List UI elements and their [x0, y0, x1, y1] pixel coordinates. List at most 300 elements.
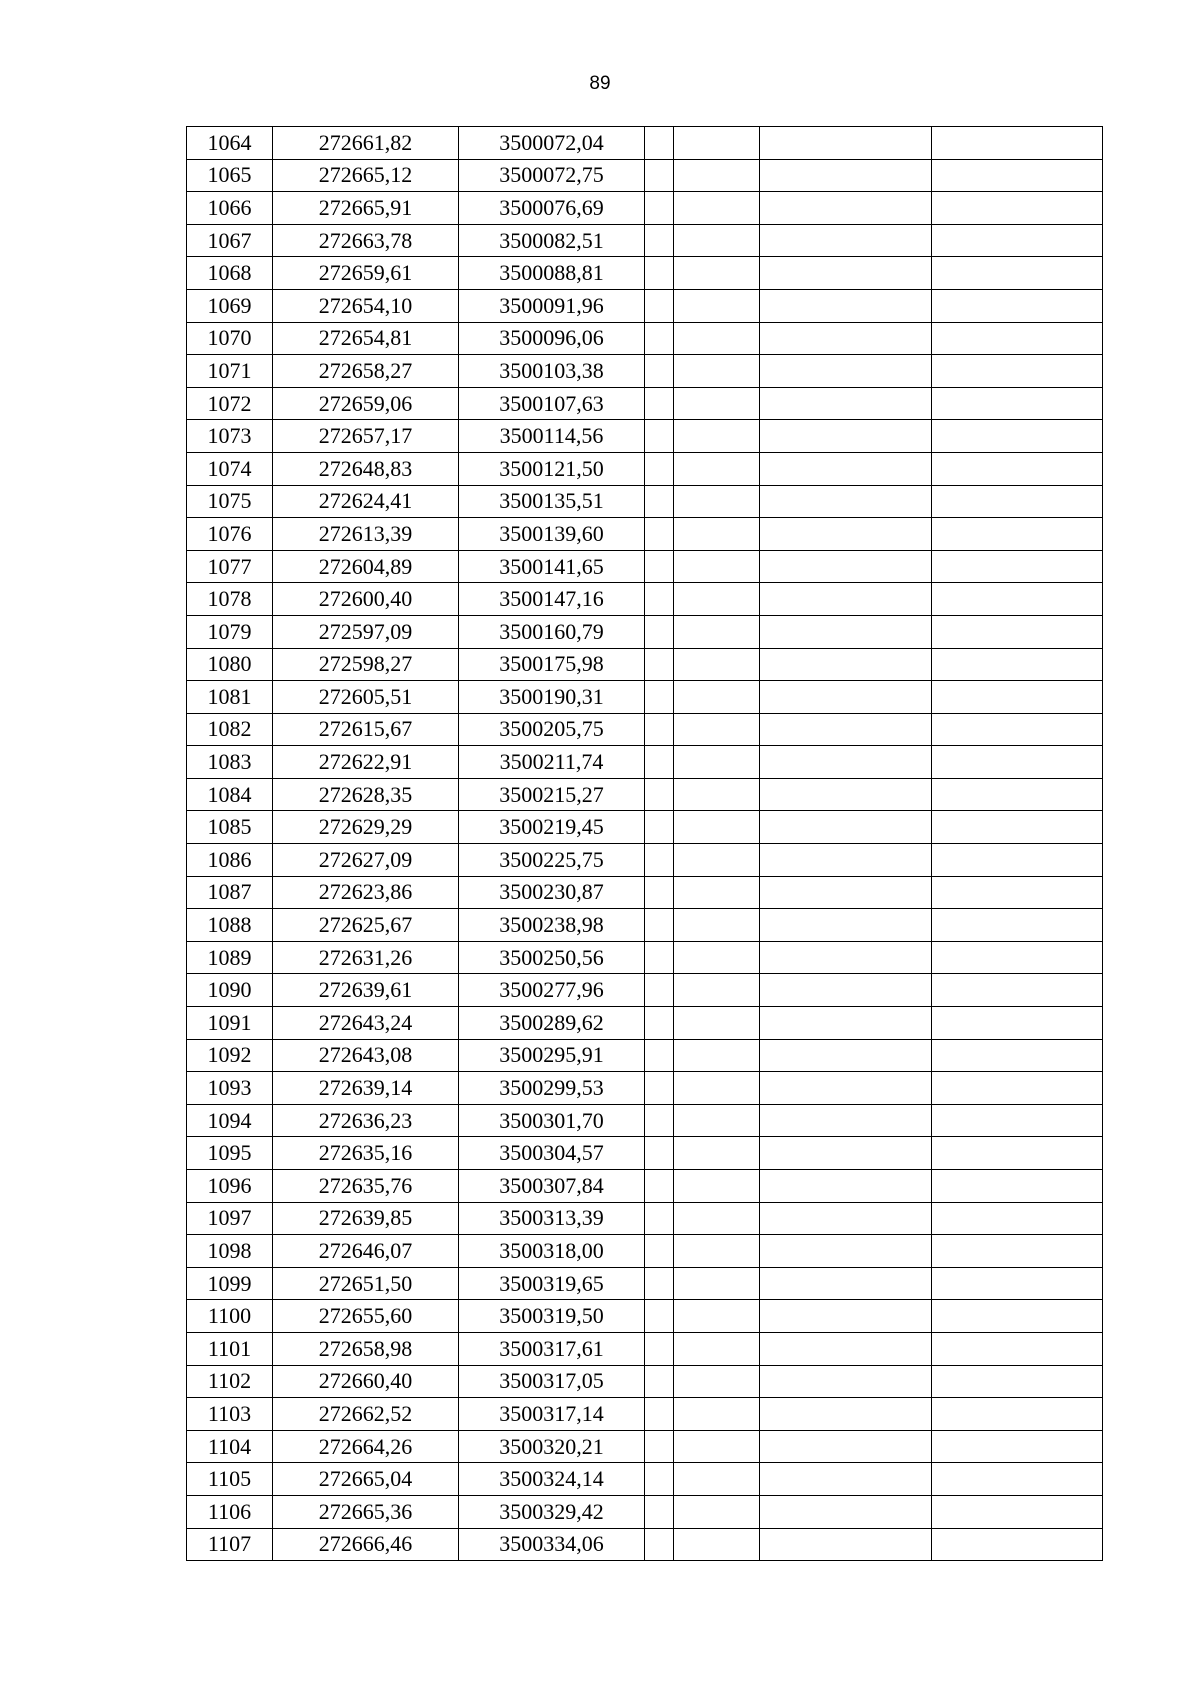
extra-cell-2	[674, 1202, 760, 1235]
extra-cell-2	[674, 224, 760, 257]
point-number-cell: 1077	[187, 550, 273, 583]
table-row	[187, 615, 1103, 648]
extra-cell-1	[645, 583, 674, 616]
y-coordinate-cell: 3500313,39	[459, 1202, 645, 1235]
point-number-cell: 1092	[187, 1039, 273, 1072]
extra-cell-1	[645, 420, 674, 453]
extra-cell-2	[674, 550, 760, 583]
point-number-cell: 1103	[187, 1398, 273, 1431]
point-number-cell: 1102	[187, 1365, 273, 1398]
extra-cell-3	[760, 192, 932, 225]
x-coordinate-cell: 272639,85	[273, 1202, 459, 1235]
point-number-cell: 1075	[187, 485, 273, 518]
y-coordinate-cell: 3500230,87	[459, 876, 645, 909]
table-row	[187, 844, 1103, 877]
y-coordinate-cell: 3500135,51	[459, 485, 645, 518]
extra-cell-1	[645, 322, 674, 355]
x-coordinate-cell: 272665,91	[273, 192, 459, 225]
extra-cell-2	[674, 1235, 760, 1268]
extra-cell-3	[760, 355, 932, 388]
extra-cell-3	[760, 159, 932, 192]
y-coordinate-cell: 3500082,51	[459, 224, 645, 257]
y-coordinate-cell: 3500139,60	[459, 518, 645, 551]
extra-cell-4	[932, 1300, 1103, 1333]
y-coordinate-cell: 3500289,62	[459, 1007, 645, 1040]
x-coordinate-cell: 272635,76	[273, 1170, 459, 1203]
extra-cell-3	[760, 1039, 932, 1072]
extra-cell-1	[645, 1137, 674, 1170]
extra-cell-4	[932, 941, 1103, 974]
extra-cell-3	[760, 811, 932, 844]
table-row	[187, 192, 1103, 225]
table-row	[187, 355, 1103, 388]
y-coordinate-cell: 3500319,50	[459, 1300, 645, 1333]
coordinates-table-body	[187, 127, 1103, 1561]
extra-cell-4	[932, 1332, 1103, 1365]
x-coordinate-cell: 272655,60	[273, 1300, 459, 1333]
table-row	[187, 1332, 1103, 1365]
point-number-cell: 1074	[187, 452, 273, 485]
extra-cell-1	[645, 1007, 674, 1040]
extra-cell-3	[760, 909, 932, 942]
x-coordinate-cell: 272663,78	[273, 224, 459, 257]
table-row	[187, 941, 1103, 974]
extra-cell-2	[674, 909, 760, 942]
extra-cell-2	[674, 1170, 760, 1203]
y-coordinate-cell: 3500299,53	[459, 1072, 645, 1105]
extra-cell-4	[932, 1495, 1103, 1528]
extra-cell-4	[932, 1170, 1103, 1203]
extra-cell-4	[932, 681, 1103, 714]
y-coordinate-cell: 3500301,70	[459, 1104, 645, 1137]
extra-cell-4	[932, 224, 1103, 257]
point-number-cell: 1073	[187, 420, 273, 453]
extra-cell-4	[932, 1398, 1103, 1431]
point-number-cell: 1088	[187, 909, 273, 942]
extra-cell-3	[760, 127, 932, 160]
table-row	[187, 387, 1103, 420]
extra-cell-4	[932, 257, 1103, 290]
extra-cell-2	[674, 778, 760, 811]
extra-cell-1	[645, 876, 674, 909]
coordinates-table	[186, 126, 1103, 1561]
extra-cell-3	[760, 224, 932, 257]
point-number-cell: 1096	[187, 1170, 273, 1203]
table-row	[187, 1463, 1103, 1496]
table-row	[187, 713, 1103, 746]
extra-cell-2	[674, 1495, 760, 1528]
point-number-cell: 1084	[187, 778, 273, 811]
point-number-cell: 1107	[187, 1528, 273, 1561]
point-number-cell: 1083	[187, 746, 273, 779]
y-coordinate-cell: 3500238,98	[459, 909, 645, 942]
point-number-cell: 1091	[187, 1007, 273, 1040]
table-row	[187, 1170, 1103, 1203]
x-coordinate-cell: 272605,51	[273, 681, 459, 714]
table-row	[187, 1365, 1103, 1398]
extra-cell-4	[932, 615, 1103, 648]
y-coordinate-cell: 3500317,05	[459, 1365, 645, 1398]
extra-cell-1	[645, 1072, 674, 1105]
point-number-cell: 1080	[187, 648, 273, 681]
table-row	[187, 289, 1103, 322]
extra-cell-3	[760, 550, 932, 583]
y-coordinate-cell: 3500103,38	[459, 355, 645, 388]
extra-cell-2	[674, 1072, 760, 1105]
extra-cell-1	[645, 941, 674, 974]
extra-cell-3	[760, 1235, 932, 1268]
x-coordinate-cell: 272627,09	[273, 844, 459, 877]
x-coordinate-cell: 272660,40	[273, 1365, 459, 1398]
x-coordinate-cell: 272636,23	[273, 1104, 459, 1137]
point-number-cell: 1071	[187, 355, 273, 388]
table-row	[187, 550, 1103, 583]
point-number-cell: 1094	[187, 1104, 273, 1137]
extra-cell-1	[645, 1300, 674, 1333]
table-row	[187, 1039, 1103, 1072]
extra-cell-3	[760, 1332, 932, 1365]
table-row	[187, 648, 1103, 681]
extra-cell-2	[674, 159, 760, 192]
y-coordinate-cell: 3500329,42	[459, 1495, 645, 1528]
point-number-cell: 1106	[187, 1495, 273, 1528]
extra-cell-4	[932, 583, 1103, 616]
extra-cell-3	[760, 1463, 932, 1496]
table-row	[187, 681, 1103, 714]
x-coordinate-cell: 272615,67	[273, 713, 459, 746]
extra-cell-3	[760, 778, 932, 811]
table-row	[187, 1235, 1103, 1268]
extra-cell-2	[674, 941, 760, 974]
extra-cell-3	[760, 289, 932, 322]
extra-cell-2	[674, 452, 760, 485]
point-number-cell: 1081	[187, 681, 273, 714]
extra-cell-3	[760, 1170, 932, 1203]
extra-cell-1	[645, 452, 674, 485]
x-coordinate-cell: 272659,06	[273, 387, 459, 420]
extra-cell-2	[674, 1137, 760, 1170]
extra-cell-1	[645, 648, 674, 681]
extra-cell-2	[674, 1267, 760, 1300]
extra-cell-1	[645, 1398, 674, 1431]
extra-cell-2	[674, 127, 760, 160]
extra-cell-3	[760, 844, 932, 877]
table-row	[187, 1007, 1103, 1040]
extra-cell-2	[674, 876, 760, 909]
table-row	[187, 1495, 1103, 1528]
table-row	[187, 746, 1103, 779]
table-row	[187, 974, 1103, 1007]
x-coordinate-cell: 272631,26	[273, 941, 459, 974]
extra-cell-2	[674, 192, 760, 225]
extra-cell-1	[645, 1104, 674, 1137]
x-coordinate-cell: 272624,41	[273, 485, 459, 518]
point-number-cell: 1068	[187, 257, 273, 290]
table-row	[187, 224, 1103, 257]
extra-cell-1	[645, 746, 674, 779]
extra-cell-1	[645, 974, 674, 1007]
point-number-cell: 1069	[187, 289, 273, 322]
extra-cell-2	[674, 844, 760, 877]
extra-cell-4	[932, 452, 1103, 485]
extra-cell-2	[674, 1104, 760, 1137]
extra-cell-4	[932, 1365, 1103, 1398]
y-coordinate-cell: 3500096,06	[459, 322, 645, 355]
x-coordinate-cell: 272661,82	[273, 127, 459, 160]
x-coordinate-cell: 272629,29	[273, 811, 459, 844]
extra-cell-4	[932, 1104, 1103, 1137]
extra-cell-1	[645, 713, 674, 746]
extra-cell-3	[760, 420, 932, 453]
point-number-cell: 1099	[187, 1267, 273, 1300]
extra-cell-4	[932, 1430, 1103, 1463]
point-number-cell: 1100	[187, 1300, 273, 1333]
point-number-cell: 1079	[187, 615, 273, 648]
extra-cell-1	[645, 1039, 674, 1072]
y-coordinate-cell: 3500215,27	[459, 778, 645, 811]
extra-cell-4	[932, 1235, 1103, 1268]
point-number-cell: 1070	[187, 322, 273, 355]
extra-cell-2	[674, 322, 760, 355]
extra-cell-3	[760, 1267, 932, 1300]
extra-cell-4	[932, 1267, 1103, 1300]
extra-cell-3	[760, 452, 932, 485]
x-coordinate-cell: 272654,10	[273, 289, 459, 322]
x-coordinate-cell: 272666,46	[273, 1528, 459, 1561]
extra-cell-2	[674, 518, 760, 551]
x-coordinate-cell: 272597,09	[273, 615, 459, 648]
extra-cell-1	[645, 844, 674, 877]
extra-cell-3	[760, 681, 932, 714]
y-coordinate-cell: 3500225,75	[459, 844, 645, 877]
extra-cell-4	[932, 1007, 1103, 1040]
y-coordinate-cell: 3500160,79	[459, 615, 645, 648]
extra-cell-3	[760, 257, 932, 290]
extra-cell-1	[645, 1170, 674, 1203]
x-coordinate-cell: 272628,35	[273, 778, 459, 811]
extra-cell-2	[674, 1398, 760, 1431]
x-coordinate-cell: 272643,08	[273, 1039, 459, 1072]
point-number-cell: 1066	[187, 192, 273, 225]
point-number-cell: 1085	[187, 811, 273, 844]
extra-cell-3	[760, 583, 932, 616]
x-coordinate-cell: 272651,50	[273, 1267, 459, 1300]
table-row	[187, 1528, 1103, 1561]
extra-cell-1	[645, 811, 674, 844]
point-number-cell: 1087	[187, 876, 273, 909]
extra-cell-4	[932, 550, 1103, 583]
extra-cell-3	[760, 322, 932, 355]
table-row	[187, 159, 1103, 192]
table-row	[187, 876, 1103, 909]
point-number-cell: 1082	[187, 713, 273, 746]
point-number-cell: 1093	[187, 1072, 273, 1105]
point-number-cell: 1090	[187, 974, 273, 1007]
x-coordinate-cell: 272658,98	[273, 1332, 459, 1365]
extra-cell-1	[645, 257, 674, 290]
extra-cell-2	[674, 1430, 760, 1463]
extra-cell-2	[674, 583, 760, 616]
x-coordinate-cell: 272657,17	[273, 420, 459, 453]
table-row	[187, 1267, 1103, 1300]
y-coordinate-cell: 3500250,56	[459, 941, 645, 974]
extra-cell-1	[645, 550, 674, 583]
extra-cell-3	[760, 746, 932, 779]
extra-cell-1	[645, 1430, 674, 1463]
extra-cell-1	[645, 1235, 674, 1268]
extra-cell-1	[645, 1202, 674, 1235]
extra-cell-3	[760, 1202, 932, 1235]
extra-cell-4	[932, 485, 1103, 518]
extra-cell-3	[760, 518, 932, 551]
point-number-cell: 1064	[187, 127, 273, 160]
extra-cell-1	[645, 1495, 674, 1528]
table-row	[187, 452, 1103, 485]
extra-cell-2	[674, 681, 760, 714]
page-number: 89	[589, 73, 611, 94]
extra-cell-1	[645, 518, 674, 551]
y-coordinate-cell: 3500307,84	[459, 1170, 645, 1203]
x-coordinate-cell: 272665,12	[273, 159, 459, 192]
extra-cell-1	[645, 387, 674, 420]
y-coordinate-cell: 3500320,21	[459, 1430, 645, 1463]
x-coordinate-cell: 272604,89	[273, 550, 459, 583]
table-row	[187, 518, 1103, 551]
extra-cell-2	[674, 974, 760, 1007]
extra-cell-3	[760, 485, 932, 518]
extra-cell-3	[760, 1104, 932, 1137]
x-coordinate-cell: 272658,27	[273, 355, 459, 388]
y-coordinate-cell: 3500219,45	[459, 811, 645, 844]
x-coordinate-cell: 272643,24	[273, 1007, 459, 1040]
extra-cell-4	[932, 192, 1103, 225]
table-row	[187, 909, 1103, 942]
extra-cell-3	[760, 1300, 932, 1333]
y-coordinate-cell: 3500317,61	[459, 1332, 645, 1365]
extra-cell-4	[932, 746, 1103, 779]
extra-cell-3	[760, 1495, 932, 1528]
extra-cell-4	[932, 1528, 1103, 1561]
table-row	[187, 420, 1103, 453]
extra-cell-1	[645, 615, 674, 648]
table-row	[187, 811, 1103, 844]
extra-cell-4	[932, 355, 1103, 388]
extra-cell-3	[760, 1398, 932, 1431]
x-coordinate-cell: 272625,67	[273, 909, 459, 942]
extra-cell-2	[674, 1365, 760, 1398]
table-row	[187, 127, 1103, 160]
extra-cell-2	[674, 1039, 760, 1072]
extra-cell-4	[932, 1072, 1103, 1105]
point-number-cell: 1086	[187, 844, 273, 877]
y-coordinate-cell: 3500088,81	[459, 257, 645, 290]
y-coordinate-cell: 3500317,14	[459, 1398, 645, 1431]
extra-cell-1	[645, 1365, 674, 1398]
extra-cell-3	[760, 387, 932, 420]
point-number-cell: 1089	[187, 941, 273, 974]
extra-cell-4	[932, 322, 1103, 355]
point-number-cell: 1097	[187, 1202, 273, 1235]
extra-cell-4	[932, 518, 1103, 551]
extra-cell-2	[674, 289, 760, 322]
point-number-cell: 1078	[187, 583, 273, 616]
extra-cell-3	[760, 1365, 932, 1398]
y-coordinate-cell: 3500072,04	[459, 127, 645, 160]
point-number-cell: 1101	[187, 1332, 273, 1365]
x-coordinate-cell: 272664,26	[273, 1430, 459, 1463]
extra-cell-2	[674, 1332, 760, 1365]
extra-cell-1	[645, 159, 674, 192]
y-coordinate-cell: 3500190,31	[459, 681, 645, 714]
point-number-cell: 1065	[187, 159, 273, 192]
x-coordinate-cell: 272639,61	[273, 974, 459, 1007]
x-coordinate-cell: 272622,91	[273, 746, 459, 779]
extra-cell-1	[645, 355, 674, 388]
y-coordinate-cell: 3500147,16	[459, 583, 645, 616]
extra-cell-1	[645, 681, 674, 714]
table-row	[187, 1072, 1103, 1105]
extra-cell-1	[645, 1463, 674, 1496]
extra-cell-2	[674, 811, 760, 844]
extra-cell-1	[645, 1528, 674, 1561]
x-coordinate-cell: 272654,81	[273, 322, 459, 355]
y-coordinate-cell: 3500175,98	[459, 648, 645, 681]
extra-cell-4	[932, 127, 1103, 160]
y-coordinate-cell: 3500072,75	[459, 159, 645, 192]
extra-cell-4	[932, 909, 1103, 942]
y-coordinate-cell: 3500091,96	[459, 289, 645, 322]
x-coordinate-cell: 272598,27	[273, 648, 459, 681]
table-row	[187, 322, 1103, 355]
extra-cell-3	[760, 648, 932, 681]
y-coordinate-cell: 3500076,69	[459, 192, 645, 225]
extra-cell-3	[760, 1007, 932, 1040]
extra-cell-2	[674, 420, 760, 453]
extra-cell-3	[760, 615, 932, 648]
table-row	[187, 583, 1103, 616]
extra-cell-4	[932, 159, 1103, 192]
extra-cell-1	[645, 778, 674, 811]
extra-cell-4	[932, 713, 1103, 746]
y-coordinate-cell: 3500319,65	[459, 1267, 645, 1300]
extra-cell-1	[645, 1332, 674, 1365]
x-coordinate-cell: 272659,61	[273, 257, 459, 290]
table-row	[187, 1430, 1103, 1463]
extra-cell-1	[645, 909, 674, 942]
x-coordinate-cell: 272639,14	[273, 1072, 459, 1105]
table-row	[187, 1104, 1103, 1137]
y-coordinate-cell: 3500141,65	[459, 550, 645, 583]
extra-cell-3	[760, 1528, 932, 1561]
y-coordinate-cell: 3500324,14	[459, 1463, 645, 1496]
point-number-cell: 1105	[187, 1463, 273, 1496]
y-coordinate-cell: 3500277,96	[459, 974, 645, 1007]
y-coordinate-cell: 3500114,56	[459, 420, 645, 453]
extra-cell-2	[674, 648, 760, 681]
table-row	[187, 485, 1103, 518]
x-coordinate-cell: 272665,36	[273, 1495, 459, 1528]
extra-cell-2	[674, 387, 760, 420]
extra-cell-1	[645, 192, 674, 225]
extra-cell-2	[674, 1300, 760, 1333]
extra-cell-2	[674, 1463, 760, 1496]
extra-cell-4	[932, 648, 1103, 681]
extra-cell-2	[674, 1007, 760, 1040]
extra-cell-1	[645, 485, 674, 518]
y-coordinate-cell: 3500334,06	[459, 1528, 645, 1561]
y-coordinate-cell: 3500211,74	[459, 746, 645, 779]
x-coordinate-cell: 272662,52	[273, 1398, 459, 1431]
